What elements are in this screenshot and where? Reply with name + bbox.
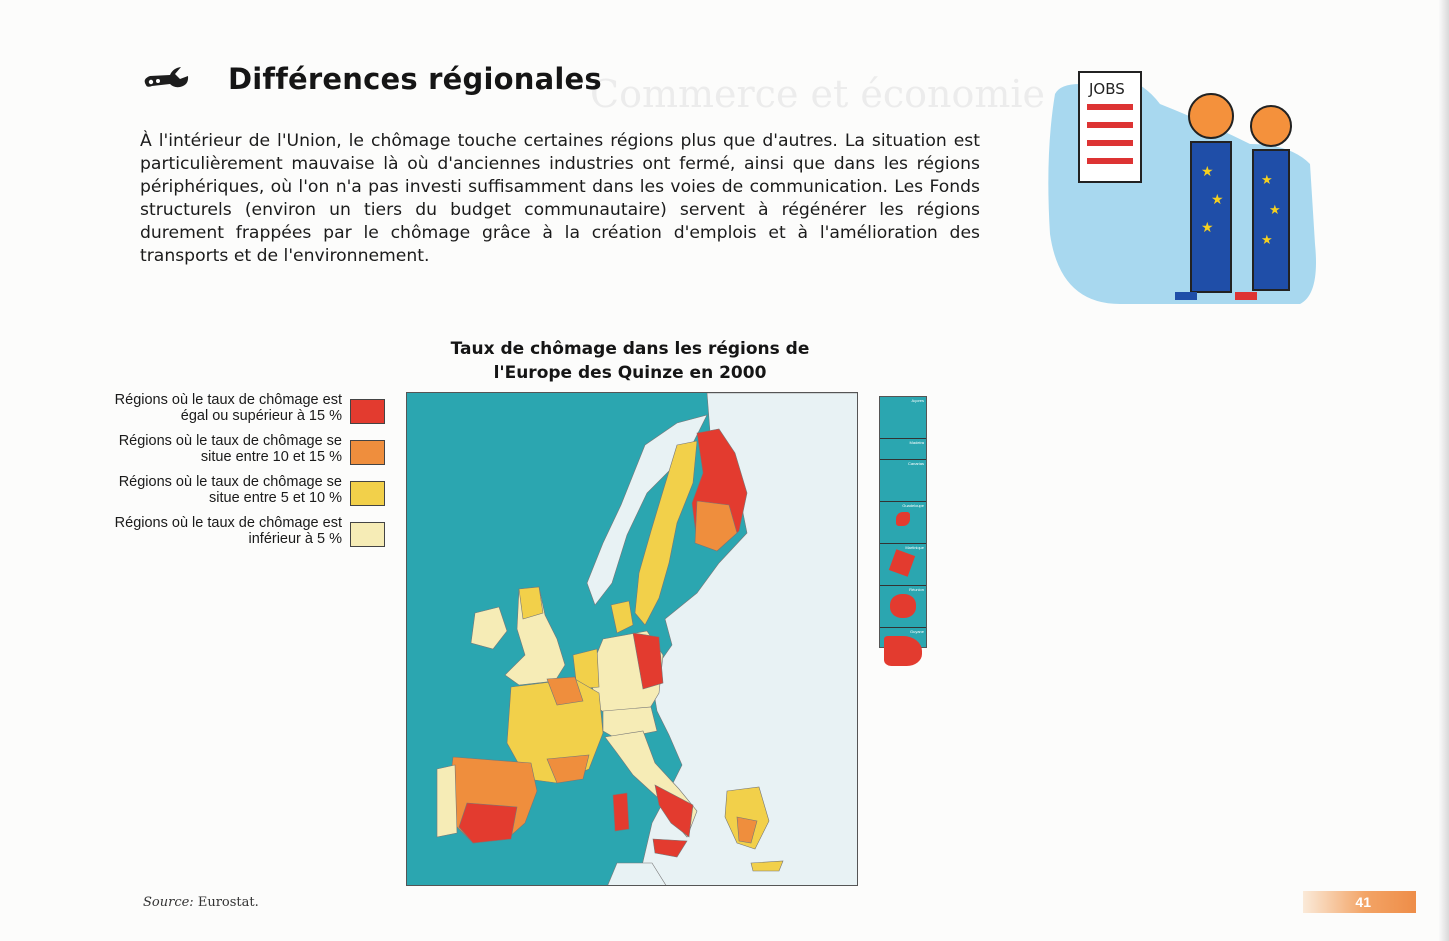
europe-unemployment-map (406, 392, 858, 886)
jobs-illustration (1035, 64, 1325, 310)
inset-guadeloupe: Guadeloupe (880, 502, 926, 544)
svg-text:★: ★ (1261, 232, 1273, 247)
source-label: Source: (143, 895, 194, 910)
legend-item (100, 516, 385, 557)
intro-paragraph: À l'intérieur de l'Union, le chômage touche certaines régions plus que d'autres. La situation est particulièrement mauvaise là où d'anciennes industries ont fermé, ainsi que dans les régions périphériques, où l'on n'a pas investi suffisamment dans les voies de communication. Les Fonds structurels (environ un tiers du budget communautaire) servent à régénérer les régions durement frappées par le chômage grâce à la création d'emplois et à l'amélioration des transports et de l'environnement. (140, 131, 980, 266)
legend-swatch (350, 481, 385, 506)
section-title: Différences régionales (228, 62, 602, 96)
source-value: Eurostat. (197, 895, 259, 910)
svg-text:★: ★ (1269, 202, 1281, 217)
svg-text:★: ★ (1211, 191, 1224, 207)
page-number-tab (1303, 891, 1416, 913)
map-title: Taux de chômage dans les régions de l'Europe des Quinze en 2000 (450, 339, 810, 383)
outermost-regions-insets (879, 396, 927, 648)
ireland-region (471, 607, 507, 649)
legend-item (100, 393, 385, 434)
source-note (143, 895, 259, 910)
legend-label: Régions où le taux de chômage se situe entre 10 et 15 % (118, 433, 342, 465)
inset-martinique: Martinique (880, 544, 926, 586)
svg-text:★: ★ (1261, 172, 1273, 187)
inset-madeira: Madeira (880, 439, 926, 460)
legend-label: Régions où le taux de chômage est égal ou supérieur à 15 % (114, 392, 342, 424)
legend-item (100, 475, 385, 516)
svg-text:★: ★ (1201, 219, 1214, 235)
map-legend (100, 393, 385, 557)
legend-label: Régions où le taux de chômage se situe entre 5 et 10 % (118, 474, 342, 506)
inset-reunion: Réunion (880, 586, 926, 628)
svg-text:★: ★ (1201, 163, 1214, 179)
jobs-board-label: JOBS (1089, 80, 1125, 98)
legend-swatch (350, 399, 385, 424)
page-edge (1439, 0, 1449, 941)
inset-azores: Açores (880, 397, 926, 439)
page-number: 41 (1355, 894, 1371, 910)
wrench-icon (140, 63, 216, 95)
legend-label: Régions où le taux de chômage est inférieur à 5 % (114, 515, 342, 547)
inset-canarias: Canarias (880, 460, 926, 502)
portugal-region (437, 765, 457, 837)
show-through-text: Commerce et économie (590, 72, 1046, 116)
legend-item (100, 434, 385, 475)
legend-swatch (350, 440, 385, 465)
section-heading (140, 62, 602, 96)
legend-swatch (350, 522, 385, 547)
inset-guyane: Guyane (880, 628, 926, 669)
